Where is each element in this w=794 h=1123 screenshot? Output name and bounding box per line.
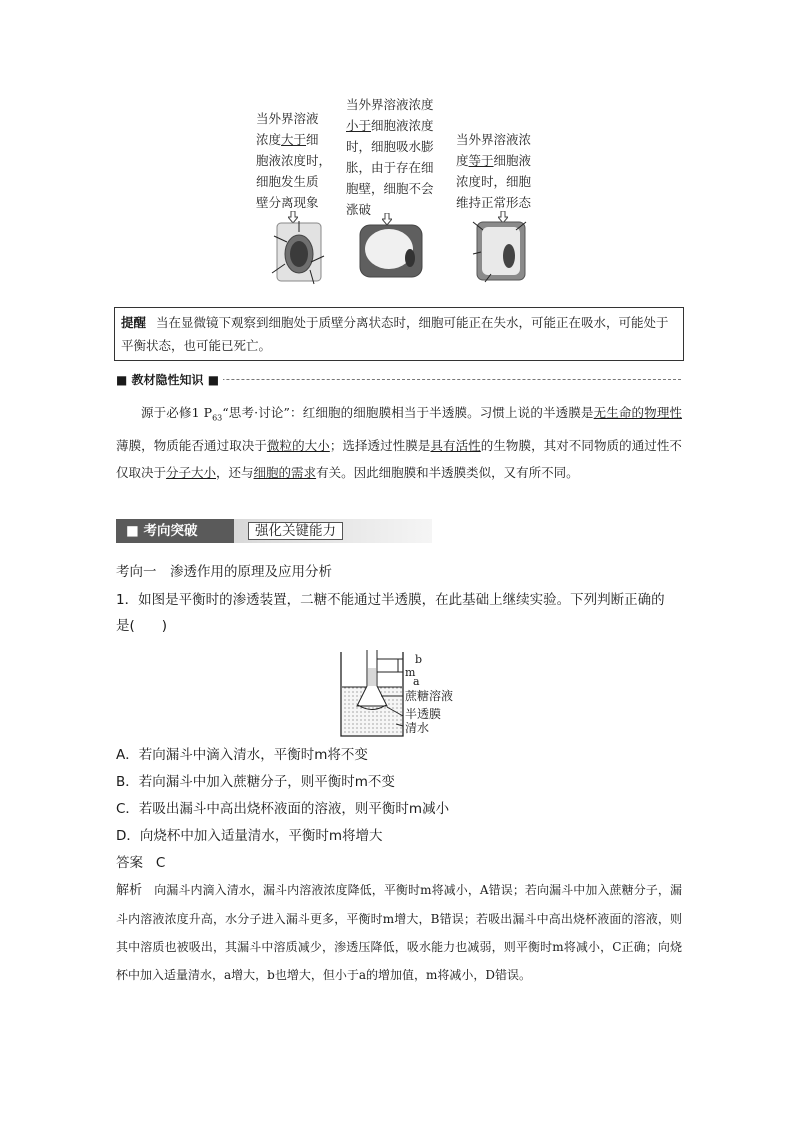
section-banner bbox=[116, 519, 432, 543]
banner-light-label: 强化关键能力 bbox=[234, 519, 432, 543]
caption-hypertonic: 当外界溶液 浓度大于细 胞液浓度时， 细胞发生质 壁分离现象 bbox=[256, 111, 332, 210]
tip-box bbox=[114, 307, 684, 361]
question-stem-line-2: 是( ) bbox=[116, 618, 168, 634]
analysis-paragraph bbox=[116, 876, 682, 989]
answer-label: 答案 bbox=[116, 855, 143, 871]
hidden-knowledge-paragraph: 源于必修1 $P_{63}“$思考·讨论”：红细胞的细胞膜相当于半透膜。习惯上说的半透膜是无生命的物理性薄膜，物质能否通过取决于微粒的大小；选择透过性膜是具有活性的生物膜，其对不同物质的通过性不仅取决于分子大小，还与细胞的需求有关。因此细胞膜和半透膜类似，又有所不同。 bbox=[116, 405, 682, 480]
direction-title: 考向一 渗透作用的原理及应用分析 bbox=[116, 564, 332, 580]
answer-line bbox=[116, 853, 165, 873]
option-b: B．若向漏斗中加入蔗糖分子，则平衡时m不变 bbox=[116, 774, 395, 790]
osmosis-apparatus-diagram bbox=[336, 646, 476, 742]
label-semipermeable-membrane: 半透膜 bbox=[405, 707, 442, 721]
label-m: m bbox=[405, 666, 416, 679]
analysis-text: 向漏斗内滴入清水，漏斗内溶液浓度降低，平衡时m将减小，A错误；若向漏斗中加入蔗糖分子，漏斗内溶液浓度升高，水分子进入漏斗更多，平衡时m增大，B错误；若吸出漏斗中高出烧杯液面的溶液，则其中溶质也被吸出，其漏斗中溶质减少，渗透压降低，吸水能力也减弱，则平衡时m将减小，C正确；向烧杯中加入适量清水，a增大，b也增大，但小于a的增加值，m将减小，D错误。 bbox=[116, 883, 682, 982]
label-sucrose-solution: 蔗糖溶液 bbox=[405, 689, 454, 703]
label-clear-water: 清水 bbox=[405, 721, 430, 735]
caption-hypotonic: 当外界溶液浓度 小于细胞液浓度 时，细胞吸水膨 胀，由于存在细 胞壁，细胞不会 涨破 bbox=[346, 97, 434, 217]
tip-text: 当在显微镜下观察到细胞处于质壁分离状态时，细胞可能正在失水，可能正在吸水，可能处于平衡状态，也可能已死亡。 bbox=[121, 315, 669, 353]
option-d: D．向烧杯中加入适量清水，平衡时m将增大 bbox=[116, 828, 383, 844]
swollen-cell-image bbox=[356, 222, 426, 284]
answer-value: C bbox=[155, 855, 166, 871]
label-a: a bbox=[413, 675, 420, 688]
option-c: C．若吸出漏斗中高出烧杯液面的溶液，则平衡时m减小 bbox=[116, 801, 450, 817]
hidden-knowledge-heading bbox=[116, 372, 681, 386]
question-stem-line-1: 1．如图是平衡时的渗透装置，二糖不能通过半透膜，在此基础上继续实验。下列判断正确的 bbox=[116, 592, 665, 608]
banner-dark-label: ■ 考向突破 bbox=[116, 519, 234, 543]
option-a: A．若向漏斗中滴入清水，平衡时m将不变 bbox=[116, 747, 368, 763]
section-title: ■ 教材隐性知识 ■ bbox=[116, 371, 223, 388]
caption-isotonic: 当外界溶液浓 度等于细胞液 浓度时，细胞 维持正常形态 bbox=[456, 132, 532, 210]
analysis-label: 解析 bbox=[116, 883, 143, 898]
label-b: b bbox=[415, 653, 423, 666]
normal-cell-image bbox=[471, 218, 529, 288]
plasmolysed-cell-image bbox=[270, 218, 328, 292]
tip-label: 提醒 bbox=[121, 315, 147, 330]
